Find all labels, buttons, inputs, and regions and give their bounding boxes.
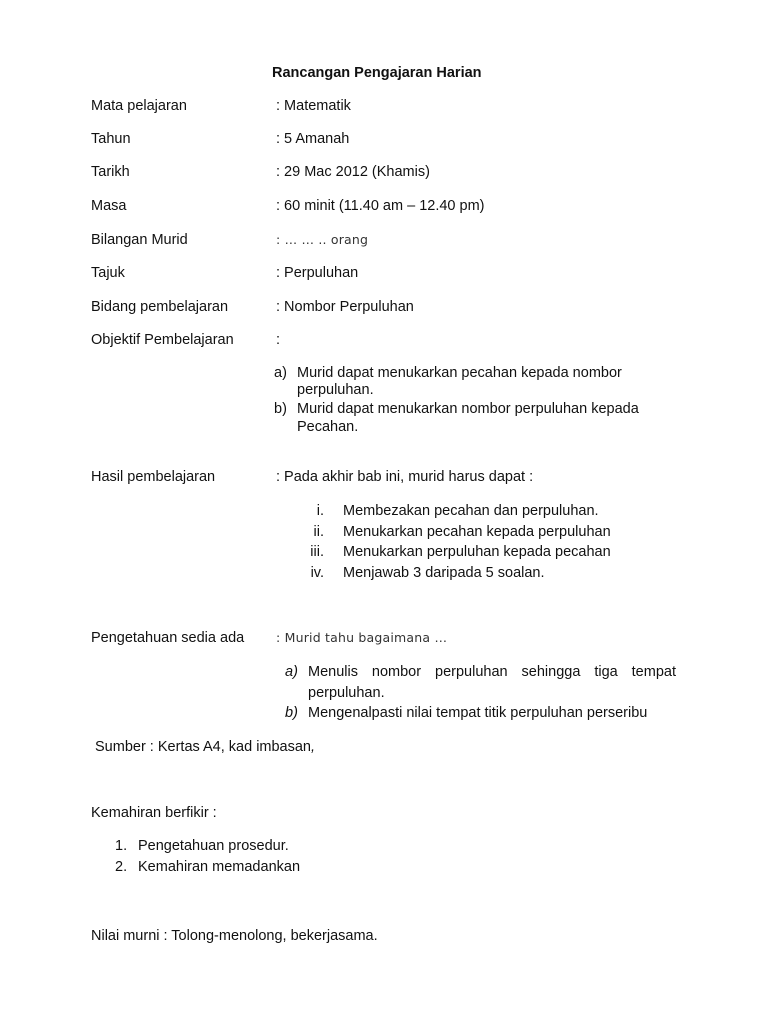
field-value-mata-pelajaran: : Matematik xyxy=(276,98,351,114)
field-value-tarikh: : 29 Mac 2012 (Khamis) xyxy=(276,164,430,180)
kemahiran-item-text: Pengetahuan prosedur. xyxy=(138,838,289,854)
objective-text-continued: perpuluhan. xyxy=(297,382,374,398)
objective-marker: b) xyxy=(274,401,287,417)
sumber-comma: , xyxy=(311,739,316,755)
objective-text: Murid dapat menukarkan pecahan kepada nombor xyxy=(297,365,622,381)
justified-word: tempat xyxy=(631,664,676,680)
field-value-tahun: : 5 Amanah xyxy=(276,131,350,147)
field-label-objektif-pembelajaran: Objektif Pembelajaran xyxy=(91,332,234,348)
justified-word: tiga xyxy=(594,664,618,680)
hasil-item-text: Membezakan pecahan dan perpuluhan. xyxy=(343,503,599,519)
kemahiran-item-text: Kemahiran memadankan xyxy=(138,859,301,875)
nilai-murni: Nilai murni : Tolong-menolong, bekerjasama. xyxy=(91,928,378,944)
field-label-bidang-pembelajaran: Bidang pembelajaran xyxy=(91,299,229,315)
hasil-item-marker: iv. xyxy=(310,565,324,581)
justified-word: Menulis xyxy=(308,664,358,680)
field-value-tajuk: : Perpuluhan xyxy=(276,265,359,281)
sumber-text: Sumber : Kertas A4, kad imbasan xyxy=(95,739,311,755)
kemahiran-item-marker: 2. xyxy=(115,859,128,875)
page-title: Rancangan Pengajaran Harian xyxy=(272,65,482,81)
kemahiran-item-marker: 1. xyxy=(115,838,128,854)
hasil-item-marker: i. xyxy=(316,503,324,519)
field-value-bilangan-murid: : … … .. orang xyxy=(276,232,369,247)
sumber-line xyxy=(95,740,315,755)
field-label-masa: Masa xyxy=(91,198,127,214)
field-label-tajuk: Tajuk xyxy=(91,265,125,281)
pengetahuan-item-marker: a) xyxy=(285,664,298,680)
field-value-masa: : 60 minit (11.40 am – 12.40 pm) xyxy=(276,198,485,214)
pengetahuan-item-marker: b) xyxy=(285,705,298,721)
field-label-mata-pelajaran: Mata pelajaran xyxy=(91,98,187,114)
justified-word: perpuluhan xyxy=(435,664,508,680)
hasil-value: : Pada akhir bab ini, murid harus dapat : xyxy=(276,469,534,485)
kemahiran-label: Kemahiran berfikir : xyxy=(91,805,217,821)
hasil-item-marker: iii. xyxy=(310,544,324,560)
hasil-item-text: Menukarkan perpuluhan kepada pecahan xyxy=(343,544,611,560)
field-value-objektif-pembelajaran: : xyxy=(276,332,281,348)
field-label-tahun: Tahun xyxy=(91,131,131,147)
pengetahuan-item-text xyxy=(308,665,676,680)
hasil-item-marker: ii. xyxy=(313,524,324,540)
justified-word: sehingga xyxy=(521,664,581,680)
hasil-label: Hasil pembelajaran xyxy=(91,469,216,485)
pengetahuan-item-text: Mengenalpasti nilai tempat titik perpuluhan perseribu xyxy=(308,705,648,721)
objective-text-continued: Pecahan. xyxy=(297,419,359,435)
hasil-item-text: Menjawab 3 daripada 5 soalan. xyxy=(343,565,545,581)
field-label-bilangan-murid: Bilangan Murid xyxy=(91,232,188,248)
field-value-bidang-pembelajaran: : Nombor Perpuluhan xyxy=(276,299,414,315)
objective-text: Murid dapat menukarkan nombor perpuluhan kepada xyxy=(297,401,639,417)
field-label-tarikh: Tarikh xyxy=(91,164,130,180)
justified-word: nombor xyxy=(371,664,422,680)
objective-marker: a) xyxy=(274,365,287,381)
hasil-item-text: Menukarkan pecahan kepada perpuluhan xyxy=(343,524,611,540)
pengetahuan-label: Pengetahuan sedia ada xyxy=(91,630,245,646)
pengetahuan-item-text-continued: perpuluhan. xyxy=(308,685,385,701)
pengetahuan-value: : Murid tahu bagaimana … xyxy=(276,630,448,645)
